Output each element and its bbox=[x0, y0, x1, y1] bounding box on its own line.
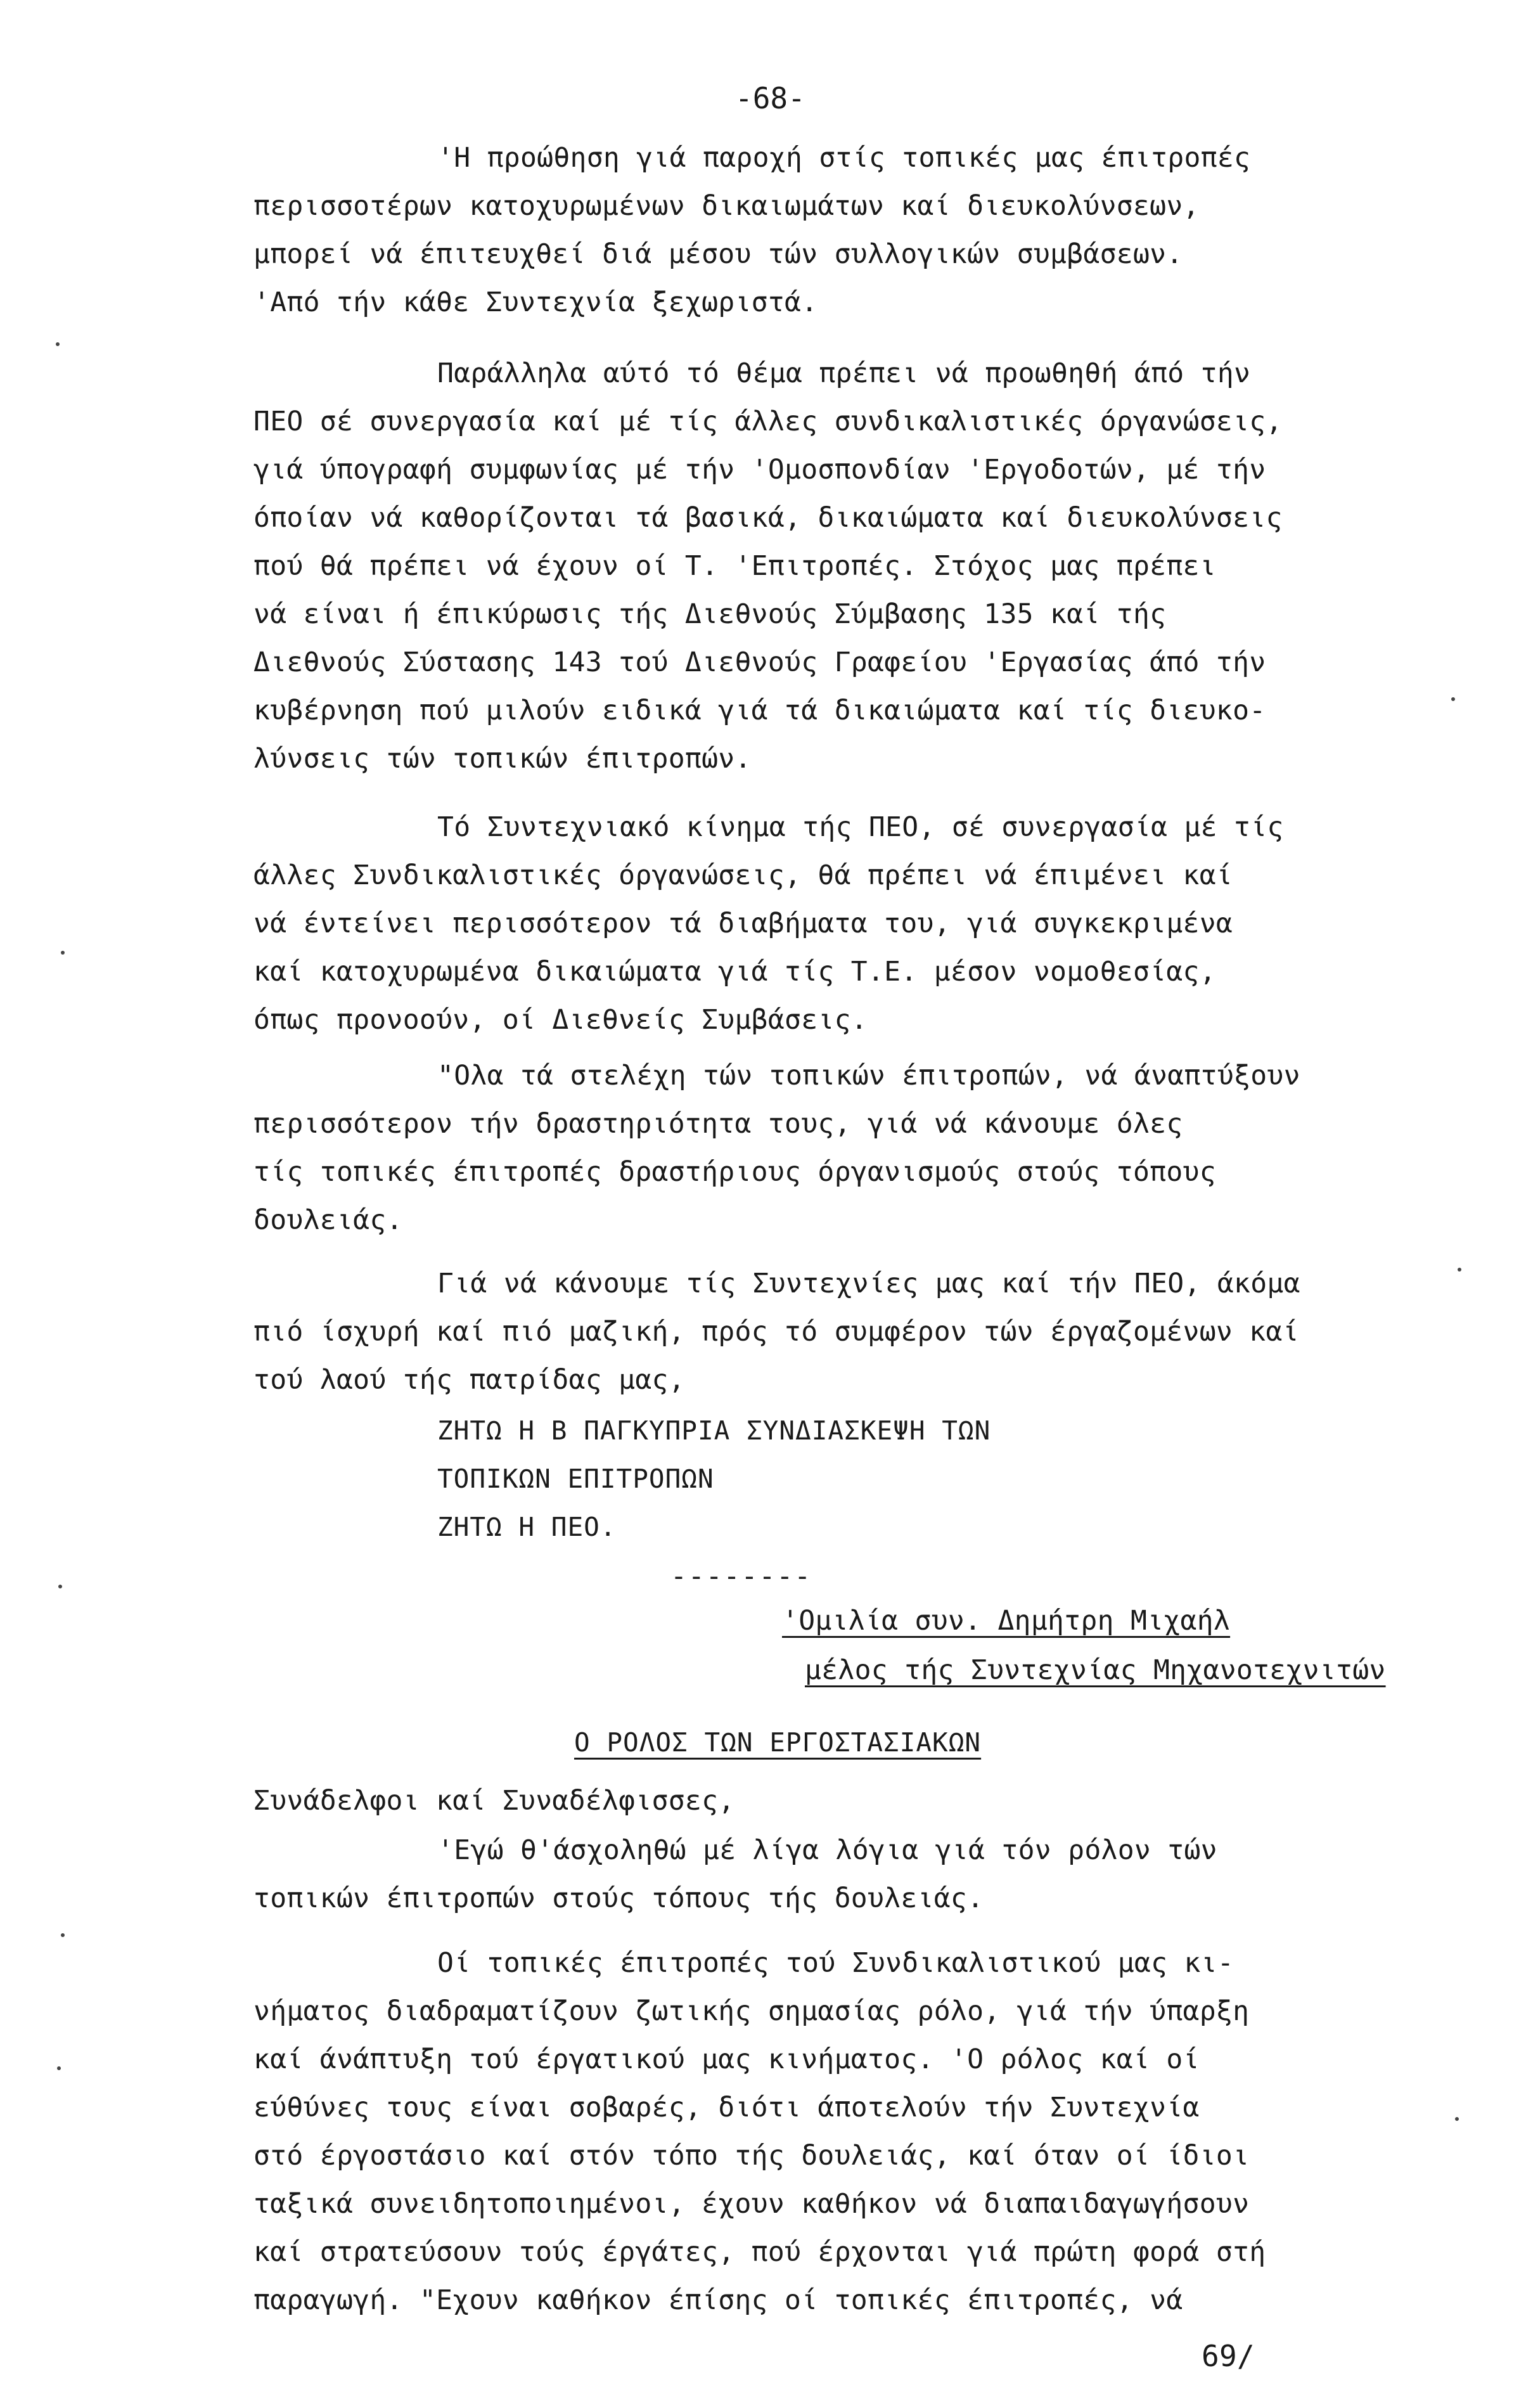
slogan-line: ΖΗΤΩ Η ΠΕΟ. bbox=[437, 1512, 617, 1542]
text-line: 'Από τήν κάθε Συντεχνία ξεχωριστά. bbox=[253, 287, 818, 318]
continuation-marker: 69/ bbox=[1202, 2339, 1255, 2373]
scan-speck bbox=[1455, 2117, 1459, 2121]
text-line: πού θά πρέπει νά έχουν οί Τ. 'Επιτροπές. Στόχος μας πρέπει bbox=[253, 550, 1216, 582]
text-line: τοπικών έπιτροπών στούς τόπους τής δουλειάς. bbox=[253, 1883, 984, 1914]
text-line: εύθύνες τους είναι σοβαρές, διότι άποτελούν τήν Συντεχνία bbox=[253, 2092, 1200, 2123]
text-line: Τό Συντεχνιακό κίνημα τής ΠΕΟ, σέ συνεργασία μέ τίς bbox=[437, 811, 1284, 843]
text-line: καί άνάπτυξη τού έργατικού μας κινήματος. 'Ο ρόλος καί οί bbox=[253, 2044, 1200, 2075]
speaker-affiliation: μέλος τής Συντεχνίας Μηχανοτεχνιτών bbox=[805, 1654, 1386, 1686]
text-line: νήματος διαδραματίζουν ζωτικής σημασίας ρόλο, γιά τήν ύπαρξη bbox=[253, 1995, 1250, 2027]
text-line: παραγωγή. "Εχουν καθήκον έπίσης οί τοπικές έπιτροπές, νά bbox=[253, 2284, 1183, 2316]
text-line: άλλες Συνδικαλιστικές όργανώσεις, θά πρέπει νά έπιμένει καί bbox=[253, 860, 1233, 891]
text-line: τού λαού τής πατρίδας μας, bbox=[253, 1364, 685, 1396]
text-line: Συνάδελφοι καί Συναδέλφισσες, bbox=[253, 1785, 735, 1817]
scan-speck bbox=[1458, 1268, 1461, 1272]
scan-speck bbox=[61, 951, 65, 955]
text-line: Γιά νά κάνουμε τίς Συντεχνίες μας καί τήν ΠΕΟ, άκόμα bbox=[437, 1268, 1300, 1299]
text-line: ταξικά συνειδητοποιημένοι, έχουν καθήκον νά διαπαιδαγωγήσουν bbox=[253, 2188, 1250, 2220]
separator-dashes: -------- bbox=[670, 1561, 812, 1592]
text-line: γιά ύπογραφή συμφωνίας μέ τήν 'Ομοσπονδίαν 'Εργοδοτών, μέ τήν bbox=[253, 454, 1266, 486]
section-title: Ο ΡΟΛΟΣ ΤΩΝ ΕΡΓΟΣΤΑΣΙΑΚΩΝ bbox=[574, 1727, 982, 1758]
text-line: όποίαν νά καθορίζονται τά βασικά, δικαιώματα καί διευκολύνσεις bbox=[253, 502, 1283, 534]
text-line: νά έντείνει περισσότερον τά διαβήματα του, γιά συγκεκριμένα bbox=[253, 908, 1233, 939]
text-line: Παράλληλα αύτό τό θέμα πρέπει νά προωθηθή άπό τήν bbox=[437, 357, 1251, 389]
text-line: Διεθνούς Σύστασης 143 τού Διεθνούς Γραφείου 'Εργασίας άπό τήν bbox=[253, 647, 1266, 678]
text-line: περισσοτέρων κατοχυρωμένων δικαιωμάτων καί διευκολύνσεων, bbox=[253, 190, 1200, 222]
text-line: νά είναι ή έπικύρωσις τής Διεθνούς Σύμβασης 135 καί τής bbox=[253, 598, 1167, 630]
text-line: κυβέρνηση πού μιλούν ειδικά γιά τά δικαιώματα καί τίς διευκο- bbox=[253, 695, 1266, 726]
text-line: Οί τοπικές έπιτροπές τού Συνδικαλιστικού μας κι- bbox=[437, 1947, 1234, 1979]
text-line: 'Εγώ θ'άσχοληθώ μέ λίγα λόγια γιά τόν ρόλον τών bbox=[437, 1834, 1217, 1866]
scan-speck bbox=[58, 1585, 62, 1588]
scan-speck bbox=[61, 1933, 65, 1937]
slogan-line: ΖΗΤΩ Η Β ΠΑΓΚΥΠΡΙΑ ΣΥΝΔΙΑΣΚΕΨΗ ΤΩΝ bbox=[437, 1415, 991, 1446]
text-line: ΠΕΟ σέ συνεργασία καί μέ τίς άλλες συνδικαλιστικές όργανώσεις, bbox=[253, 406, 1283, 437]
scan-speck bbox=[56, 342, 60, 346]
page-number: -68- bbox=[735, 81, 805, 115]
text-line: δουλειάς. bbox=[253, 1204, 403, 1236]
text-line: 'Η προώθηση γιά παροχή στίς τοπικές μας έπιτροπές bbox=[437, 142, 1251, 174]
text-line: καί κατοχυρωμένα δικαιώματα γιά τίς Τ.Ε. μέσον νομοθεσίας, bbox=[253, 956, 1216, 988]
text-line: καί στρατεύσουν τούς έργάτες, πού έρχονται γιά πρώτη φορά στή bbox=[253, 2236, 1266, 2268]
slogan-line: ΤΟΠΙΚΩΝ ΕΠΙΤΡΟΠΩΝ bbox=[437, 1464, 714, 1494]
text-line: "Ολα τά στελέχη τών τοπικών έπιτροπών, νά άναπτύξουν bbox=[437, 1060, 1300, 1091]
text-line: όπως προνοούν, οί Διεθνείς Συμβάσεις. bbox=[253, 1004, 868, 1036]
text-line: περισσότερον τήν δραστηριότητα τους, γιά νά κάνουμε όλες bbox=[253, 1108, 1183, 1140]
text-line: μπορεί νά έπιτευχθεί διά μέσου τών συλλογικών συμβάσεων. bbox=[253, 238, 1183, 270]
speaker-name: 'Ομιλία συν. Δημήτρη Μιχαήλ bbox=[782, 1605, 1231, 1637]
scan-speck bbox=[57, 2066, 61, 2070]
text-line: στό έργοστάσιο καί στόν τόπο τής δουλειάς, καί όταν οί ίδιοι bbox=[253, 2140, 1250, 2172]
text-line: πιό ίσχυρή καί πιό μαζική, πρός τό συμφέρον τών έργαζομένων καί bbox=[253, 1316, 1299, 1348]
text-line: τίς τοπικές έπιτροπές δραστήριους όργανισμούς στούς τόπους bbox=[253, 1156, 1216, 1188]
scan-speck bbox=[1451, 697, 1455, 701]
text-line: λύνσεις τών τοπικών έπιτροπών. bbox=[253, 743, 752, 775]
